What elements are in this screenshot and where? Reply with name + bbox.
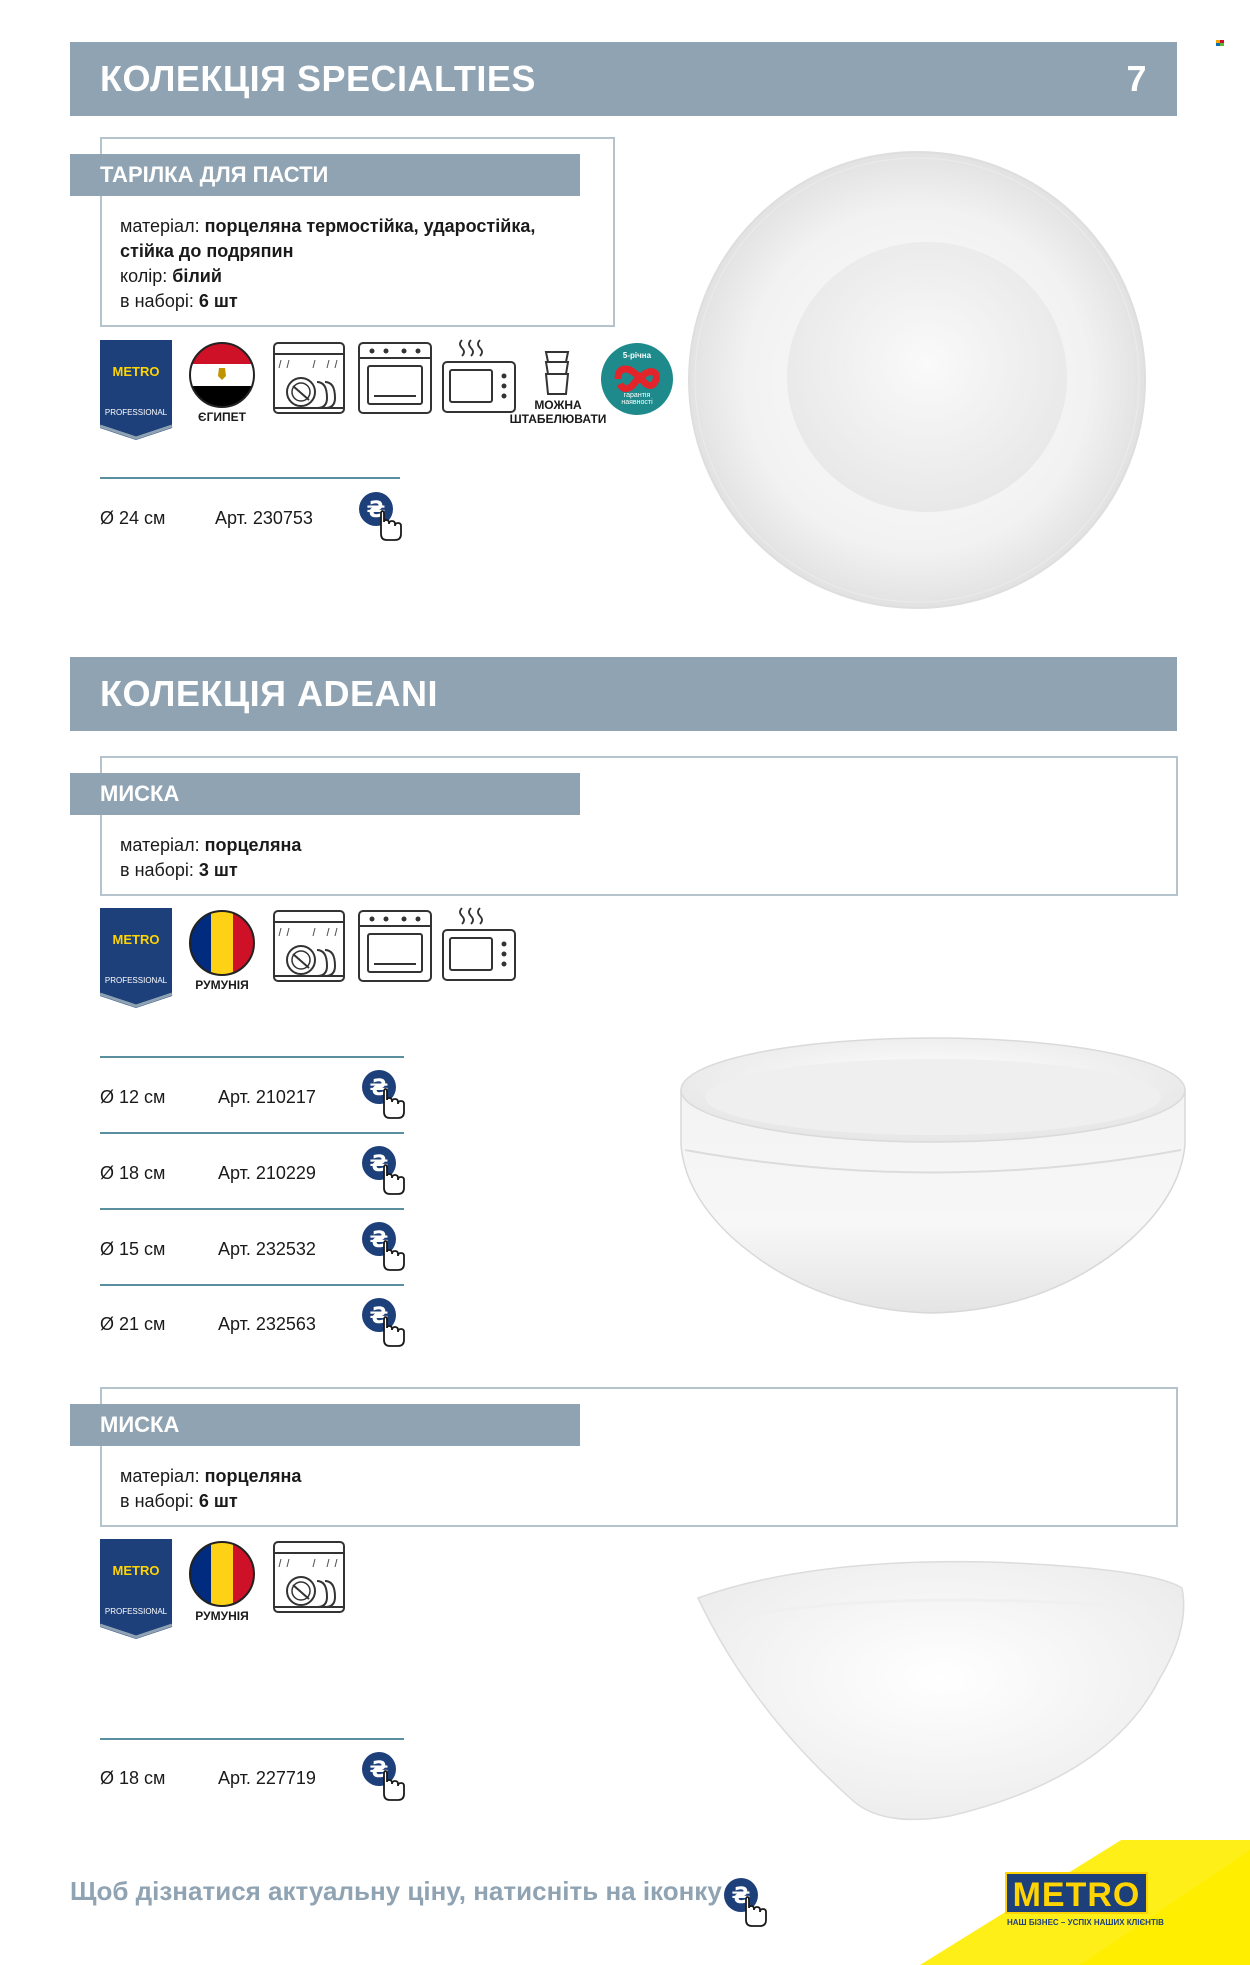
row-divider (100, 1056, 404, 1058)
spec-line: матеріал: порцеляна термостійка, ударостійка, (120, 216, 536, 236)
feature-icons (100, 340, 680, 450)
pasta-plate-image (680, 145, 1155, 615)
product-specs (120, 1464, 301, 1514)
egypt-flag-icon (189, 342, 255, 408)
bowl-image (675, 1035, 1190, 1320)
spec-line: в наборі: 6 шт (120, 1491, 238, 1511)
dishwasher-safe-icon (273, 342, 345, 414)
price-check-button[interactable] (360, 1068, 406, 1120)
svg-text:PROFESSIONAL: PROFESSIONAL (104, 1607, 168, 1616)
country-label: РУМУНІЯ (195, 1609, 249, 1623)
spec-line: матеріал: порцеляна (120, 835, 302, 855)
diameter: Ø 18 см (100, 1163, 166, 1183)
row-divider (100, 1738, 404, 1740)
article-number: Арт. 210217 (218, 1087, 316, 1107)
page-number: 7 (1126, 58, 1147, 99)
article-number: Арт. 227719 (218, 1768, 316, 1788)
stackable-label: МОЖНА ШТАБЕЛЮВАТИ (509, 398, 607, 426)
price-check-button[interactable] (357, 490, 403, 542)
metro-professional-badge (100, 908, 174, 1012)
romania-flag-icon (189, 910, 255, 976)
metro-professional-badge (100, 1539, 174, 1643)
section-header-specialties (70, 42, 1177, 116)
svg-text:5-річна: 5-річна (622, 351, 652, 360)
row-divider (100, 1208, 404, 1210)
metro-slogan: НАШ БІЗНЕС – УСПІХ НАШИХ КЛІЄНТІВ (1007, 1918, 1164, 1927)
warranty-icon: 5-річна гарантія наявності (600, 342, 674, 416)
spec-line: стійка до подряпин (120, 241, 294, 261)
feature-icons (100, 1539, 360, 1649)
product-title: МИСКА (70, 1404, 580, 1446)
feature-icons (100, 908, 530, 1018)
price-check-button[interactable] (360, 1750, 406, 1802)
metro-logo: METRO (1005, 1872, 1148, 1914)
svg-text:METRO: METRO (112, 1563, 160, 1578)
oval-bowl-image (690, 1558, 1190, 1823)
spec-line: в наборі: 3 шт (120, 860, 238, 880)
country-label: РУМУНІЯ (195, 978, 249, 992)
oven-safe-icon (358, 342, 432, 414)
romania-flag-icon (189, 1541, 255, 1607)
product-specs (120, 833, 301, 883)
microwave-safe-icon (442, 906, 516, 982)
row-divider (100, 477, 400, 479)
diameter: Ø 18 см (100, 1768, 166, 1788)
metro-professional-badge (100, 340, 174, 444)
spec-line: матеріал: порцеляна (120, 1466, 302, 1486)
row-divider (100, 1132, 404, 1134)
price-check-button[interactable] (360, 1144, 406, 1196)
svg-text:METRO: METRO (112, 364, 160, 379)
dishwasher-safe-icon (273, 1541, 345, 1613)
svg-text:METRO: METRO (112, 932, 160, 947)
svg-text:PROFESSIONAL: PROFESSIONAL (104, 976, 168, 985)
diameter: Ø 15 см (100, 1239, 166, 1259)
country-label: ЄГИПЕТ (198, 410, 246, 424)
spec-line: в наборі: 6 шт (120, 291, 238, 311)
product-title: ТАРІЛКА ДЛЯ ПАСТИ (70, 154, 580, 196)
row-divider (100, 1284, 404, 1286)
svg-text:PROFESSIONAL: PROFESSIONAL (104, 408, 168, 417)
diameter: Ø 12 см (100, 1087, 166, 1107)
product-specs (120, 214, 535, 314)
price-check-button[interactable] (360, 1296, 406, 1348)
article-number: Арт. 230753 (215, 508, 313, 528)
article-number: Арт. 232563 (218, 1314, 316, 1334)
article-number: Арт. 210229 (218, 1163, 316, 1183)
oven-safe-icon (358, 910, 432, 982)
corner-mark (1216, 40, 1224, 46)
product-title: МИСКА (70, 773, 580, 815)
price-check-button[interactable] (360, 1220, 406, 1272)
footer-instruction: Щоб дізнатися актуальну ціну, натисніть на іконку (70, 1876, 722, 1906)
diameter: Ø 21 см (100, 1314, 166, 1334)
section-title: КОЛЕКЦІЯ SPECIALTIES (100, 58, 536, 99)
section-title: КОЛЕКЦІЯ ADEANI (100, 673, 439, 714)
microwave-safe-icon (442, 338, 516, 414)
section-header-adeani (70, 657, 1177, 731)
stackable-icon (544, 350, 570, 396)
article-number: Арт. 232532 (218, 1239, 316, 1259)
dishwasher-safe-icon (273, 910, 345, 982)
spec-line: колір: білий (120, 266, 222, 286)
diameter: Ø 24 см (100, 508, 166, 528)
